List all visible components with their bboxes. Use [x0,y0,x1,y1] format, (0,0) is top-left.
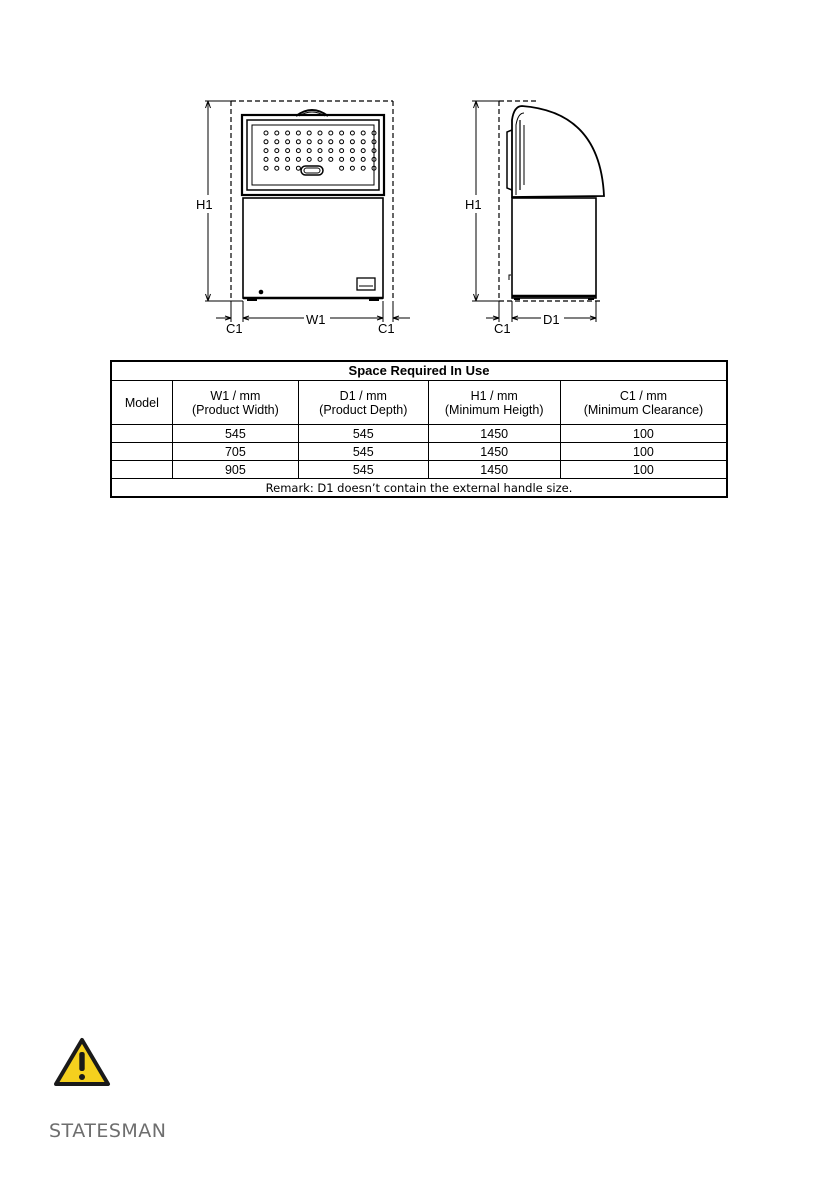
lid-dot [307,131,311,135]
lid-dot [307,149,311,153]
lid-dot [307,140,311,144]
c1-cell: 100 [560,461,727,479]
lid-dot [318,140,322,144]
front-c1-right-label: C1 [378,321,395,336]
d1-cell: 545 [299,443,428,461]
lid-dot [361,140,365,144]
table-header-row [111,381,727,425]
header-d1 [299,381,428,425]
table-remark: Remark: D1 doesn’t contain the external handle size. [111,479,727,498]
lid-dot [286,149,290,153]
lid-dot [340,131,344,135]
lid-dot [361,149,365,153]
lid-dot [264,157,268,161]
header-w1 [172,381,298,425]
lid-dot [361,166,365,170]
table-row [111,425,727,443]
lid-dot [329,131,333,135]
c1-cell: 100 [560,443,727,461]
lid-dot [329,149,333,153]
model-cell [111,461,172,479]
lid-dot [350,157,354,161]
lid-dot [296,166,300,170]
front-h1-label: H1 [196,197,213,212]
header-d1-sub: (Product Depth) [319,402,408,417]
header-model: Model [111,381,172,425]
lid-dot [350,140,354,144]
header-c1-label: C1 / mm [619,388,668,403]
table-title: Space Required In Use [111,361,727,381]
lid-dot [296,157,300,161]
model-cell [111,425,172,443]
lid-dot [296,149,300,153]
side-view-freezer [499,101,604,301]
d1-cell: 545 [299,461,428,479]
table-row [111,443,727,461]
lid-dot [340,140,344,144]
header-w1-sub: (Product Width) [191,402,279,417]
lid-dot [286,166,290,170]
header-h1 [428,381,560,425]
lid-dot [264,140,268,144]
lid-dot [318,149,322,153]
lid-dot [264,166,268,170]
lid-dot [286,157,290,161]
lid-dot [318,131,322,135]
front-c1-left-label: C1 [226,321,243,336]
lid-dot [275,140,279,144]
installation-diagram [0,0,840,350]
side-d1-label: D1 [543,312,560,327]
lid-dot [296,131,300,135]
lid-dot [286,131,290,135]
lid-dot [350,149,354,153]
lid-dot [275,149,279,153]
lid-dot [286,140,290,144]
lid-dot [275,166,279,170]
lid-dot [350,131,354,135]
d1-cell: 545 [299,425,428,443]
lid-dot [329,140,333,144]
lid-dot [264,149,268,153]
h1-cell: 1450 [428,425,560,443]
lid-dot [340,166,344,170]
lid-dot [296,140,300,144]
warning-triangle-icon [53,1037,111,1087]
brand-logo-text: STATESMAN [49,1120,167,1142]
lid-dot [361,157,365,161]
h1-cell: 1450 [428,443,560,461]
w1-cell: 905 [172,461,298,479]
lid-dot [340,149,344,153]
space-required-table [110,360,728,498]
side-depth-dimensions [486,301,596,322]
lid-dot [350,166,354,170]
header-h1-sub: (Minimum Heigth) [444,402,544,417]
lid-dot [318,157,322,161]
lid-dot-pattern [264,131,376,170]
c1-cell: 100 [560,425,727,443]
drain-dot [259,290,264,295]
header-c1 [560,381,727,425]
lid-dot [361,131,365,135]
header-d1-label: D1 / mm [339,388,387,403]
w1-cell: 545 [172,425,298,443]
front-w1-label: W1 [306,312,326,327]
lid-dot [340,157,344,161]
h1-cell: 1450 [428,461,560,479]
header-h1-label: H1 / mm [470,388,518,403]
lid-dot [264,131,268,135]
table-row [111,461,727,479]
header-c1-sub: (Minimum Clearance) [583,402,704,417]
lid-dot [307,157,311,161]
side-h1-label: H1 [465,197,482,212]
header-w1-label: W1 / mm [210,388,261,403]
lid-dot [275,131,279,135]
lid-dot [329,157,333,161]
front-view-freezer [231,101,393,301]
lid-dot [275,157,279,161]
w1-cell: 705 [172,443,298,461]
side-c1-label: C1 [494,321,511,336]
model-cell [111,443,172,461]
